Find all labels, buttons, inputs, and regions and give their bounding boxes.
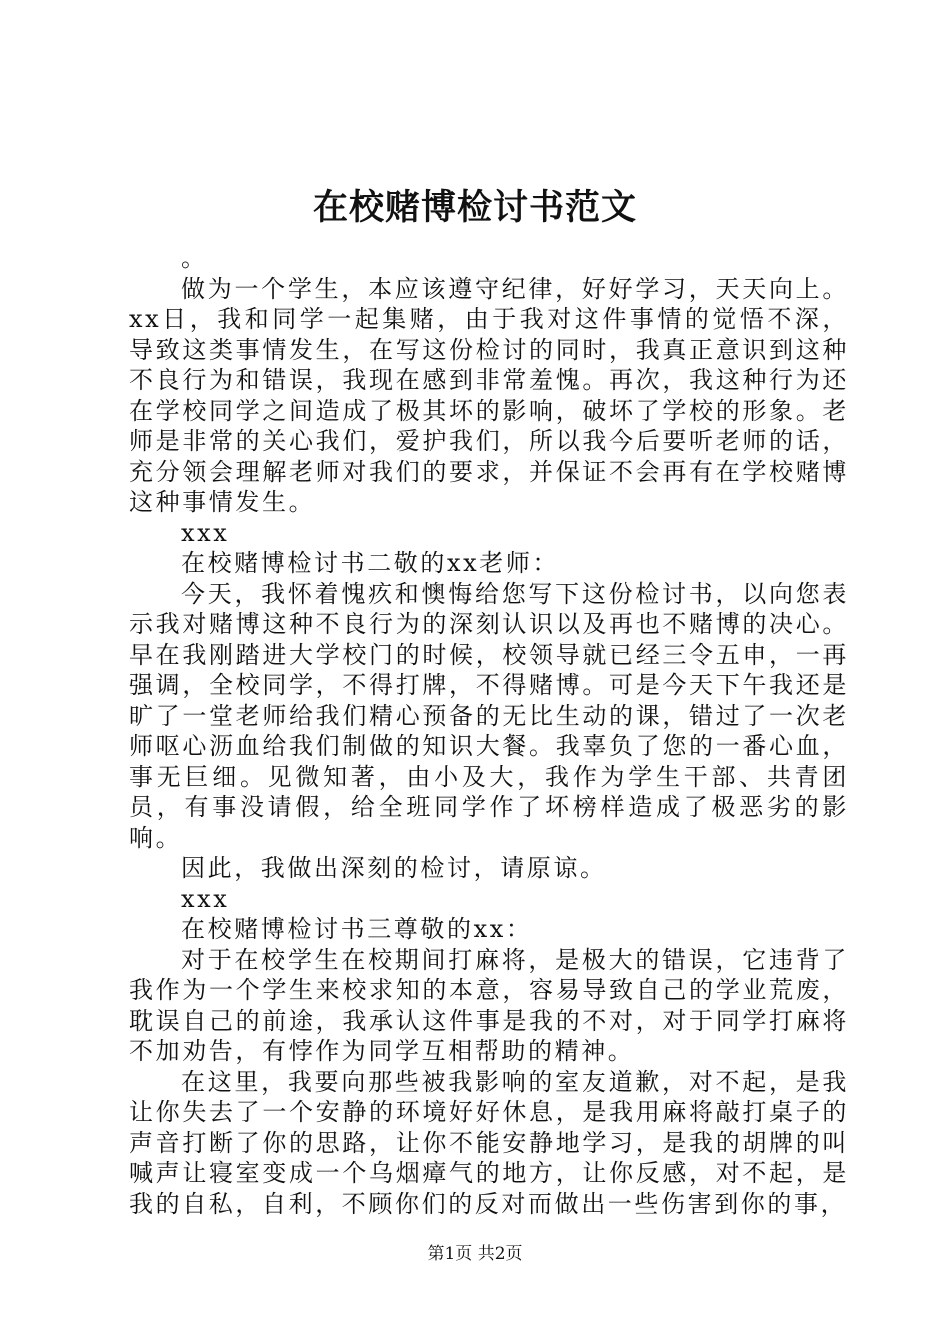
document-title: 在校赌博检讨书范文 — [312, 187, 637, 228]
page-number: 第1页 共2页 — [427, 1244, 523, 1264]
signature-1: xxx — [181, 518, 230, 547]
section-heading-3: 在校赌博检讨书三尊敬的xx： — [181, 915, 533, 943]
leading-mark: 。 — [181, 244, 208, 272]
paragraph-letter-2: 今天，我怀着愧疚和懊悔给您写下这份检讨书，以向您表示我对赌博这种不良行为的深刻认识以及再也不赌博的决心。早在我刚踏进大学校门的时候，校领导就已经三令五申，一再强调，全校同学，不得打牌，不得赌博。可是今天下午我还是旷了一堂老师给我们精心预备的无比生动的课，错过了一次老师呕心沥血给我们制做的知识大餐。我辜负了您的一番心血，事无巨细。见微知著，由小及大，我作为学生干部、共青团员，有事没请假，给全班同学作了坏榜样造成了极恶劣的影响。 — [129, 579, 849, 852]
paragraph-letter-3: 对于在校学生在校期间打麻将，是极大的错误，它违背了我作为一个学生来校求知的本意，容易导致自己的学业荒废，耽误自己的前途，我承认这件事是我的不对，对于同学打麻将不加劝告，有悖作为同学互相帮助的精神。 — [129, 945, 849, 1065]
signature-2: xxx — [181, 884, 230, 913]
paragraph-intro: 做为一个学生，本应该遵守纪律，好好学习，天天向上。xx日，我和同学一起集赌，由于我对这件事情的觉悟不深，导致这类事情发生，在写这份检讨的同时，我真正意识到这种不良行为和错误，我现在感到非常羞愧。再次，我这种行为还在学校同学之间造成了极其坏的影响，破坏了学校的形象。老师是非常的关心我们，爱护我们，所以我今后要听老师的话，充分领会理解老师对我们的要求，并保证不会再有在学校赌博这种事情发生。 — [129, 274, 849, 516]
paragraph-apology-3: 在这里，我要向那些被我影响的室友道歉，对不起，是我让你失去了一个安静的环境好好休息，是我用麻将敲打桌子的声音打断了你的思路，让你不能安静地学习，是我的胡牌的叫喊声让寝室变成一个乌烟瘴气的地方，让你反感，对不起，是我的自私，自利，不顾你们的反对而做出一些伤害到你的事， — [129, 1067, 849, 1218]
document-body — [129, 243, 849, 1219]
section-heading-2: 在校赌博检讨书二敬的xx老师： — [181, 549, 560, 577]
paragraph-apology-2: 因此，我做出深刻的检讨，请原谅。 — [181, 854, 607, 882]
